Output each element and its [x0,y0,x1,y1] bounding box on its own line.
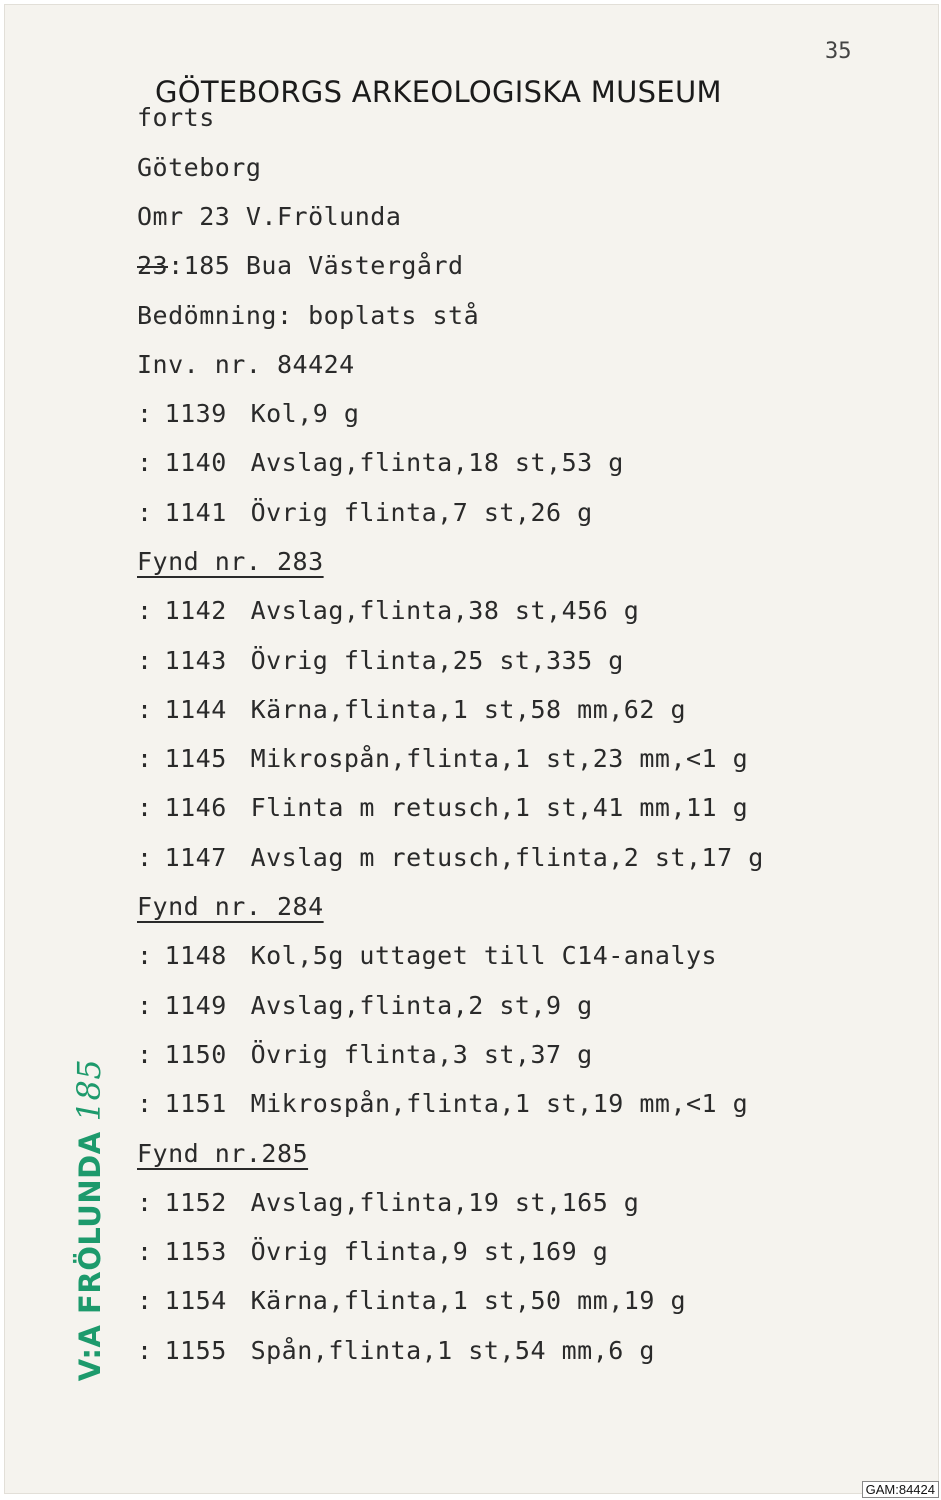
entry-number: 1148 [164,941,227,970]
entry-prefix: : [137,646,153,675]
entry-prefix: : [137,991,153,1020]
entry-prefix: : [137,498,153,527]
museum-header: GÖTEBORGS ARKEOLOGISKA MUSEUM [155,75,722,109]
entry-prefix: : [137,1188,153,1217]
entry-number: 1141 [164,498,227,527]
find-entry [137,1188,639,1217]
fynd-heading-text: Fynd nr. 284 [137,892,324,921]
entry-prefix: : [137,1040,153,1069]
entry-prefix: : [137,941,153,970]
find-entry [137,448,624,477]
area-line: Omr 23 V.Frölunda [137,202,402,231]
find-entry [137,1040,593,1069]
site-name: :185 Bua Västergård [168,251,464,280]
entry-number: 1150 [164,1040,227,1069]
stamp-text: V:A FRÖLUNDA [73,1131,107,1382]
catalog-card [4,4,939,1494]
fynd-heading-text: Fynd nr.285 [137,1139,309,1168]
entry-description: Kol,5g uttaget till C14-analys [250,941,718,970]
fynd-heading [137,1139,308,1168]
entry-prefix: : [137,448,153,477]
entry-number: 1139 [164,399,227,428]
find-entry [137,744,748,773]
city-line: Göteborg [137,153,262,182]
entry-prefix: : [137,1336,153,1365]
entry-number: 1153 [164,1237,227,1266]
fynd-heading-text: Fynd nr. 283 [137,547,324,576]
entry-description: Mikrospån,flinta,1 st,19 mm,<1 g [250,1089,749,1118]
location-stamp [70,1059,108,1381]
entry-number: 1140 [164,448,227,477]
find-entry [137,596,639,625]
entry-description: Övrig flinta,25 st,335 g [250,646,624,675]
entry-description: Spån,flinta,1 st,54 mm,6 g [250,1336,655,1365]
inventory-line: Inv. nr. 84424 [137,350,355,379]
find-entry [137,646,624,675]
assessment-line: Bedömning: boplats stå [137,301,480,330]
entry-prefix: : [137,1237,153,1266]
find-entry [137,695,686,724]
find-entry [137,498,593,527]
entry-number: 1152 [164,1188,227,1217]
reference-label: GAM:84424 [862,1481,939,1498]
entry-prefix: : [137,843,153,872]
entry-number: 1154 [164,1286,227,1315]
entry-number: 1149 [164,991,227,1020]
entry-number: 1146 [164,793,227,822]
fynd-heading [137,892,324,921]
entry-description: Övrig flinta,9 st,169 g [250,1237,609,1266]
find-entry [137,399,359,428]
forts-line: forts [137,103,215,132]
entry-description: Övrig flinta,3 st,37 g [250,1040,593,1069]
entry-description: Övrig flinta,7 st,26 g [250,498,593,527]
entry-description: Kärna,flinta,1 st,58 mm,62 g [250,695,686,724]
find-entry [137,941,717,970]
handwritten-site-number: 185 [70,1058,108,1122]
find-entry [137,843,764,872]
entry-description: Avslag,flinta,18 st,53 g [250,448,624,477]
site-line [137,251,464,280]
entry-description: Mikrospån,flinta,1 st,23 mm,<1 g [250,744,749,773]
entry-prefix: : [137,695,153,724]
entry-prefix: : [137,744,153,773]
fynd-heading [137,547,324,576]
entry-number: 1144 [164,695,227,724]
entry-description: Avslag,flinta,2 st,9 g [250,991,593,1020]
entry-number: 1145 [164,744,227,773]
entry-number: 1151 [164,1089,227,1118]
page-number: 35 [825,39,852,64]
entry-prefix: : [137,1089,153,1118]
entry-prefix: : [137,1286,153,1315]
entry-prefix: : [137,596,153,625]
entry-description: Avslag,flinta,19 st,165 g [250,1188,640,1217]
find-entry [137,1089,748,1118]
find-entry [137,1237,608,1266]
entry-number: 1142 [164,596,227,625]
entry-prefix: : [137,399,153,428]
find-entry [137,991,593,1020]
find-entry [137,1286,686,1315]
entry-description: Kärna,flinta,1 st,50 mm,19 g [250,1286,686,1315]
entry-description: Kol,9 g [250,399,360,428]
entry-number: 1147 [164,843,227,872]
entry-description: Flinta m retusch,1 st,41 mm,11 g [250,793,749,822]
entry-prefix: : [137,793,153,822]
entry-number: 1143 [164,646,227,675]
struck-site-number: 23 [137,251,169,280]
find-entry [137,1336,655,1365]
entry-number: 1155 [164,1336,227,1365]
find-entry [137,793,748,822]
entry-description: Avslag,flinta,38 st,456 g [250,596,640,625]
entry-description: Avslag m retusch,flinta,2 st,17 g [250,843,764,872]
